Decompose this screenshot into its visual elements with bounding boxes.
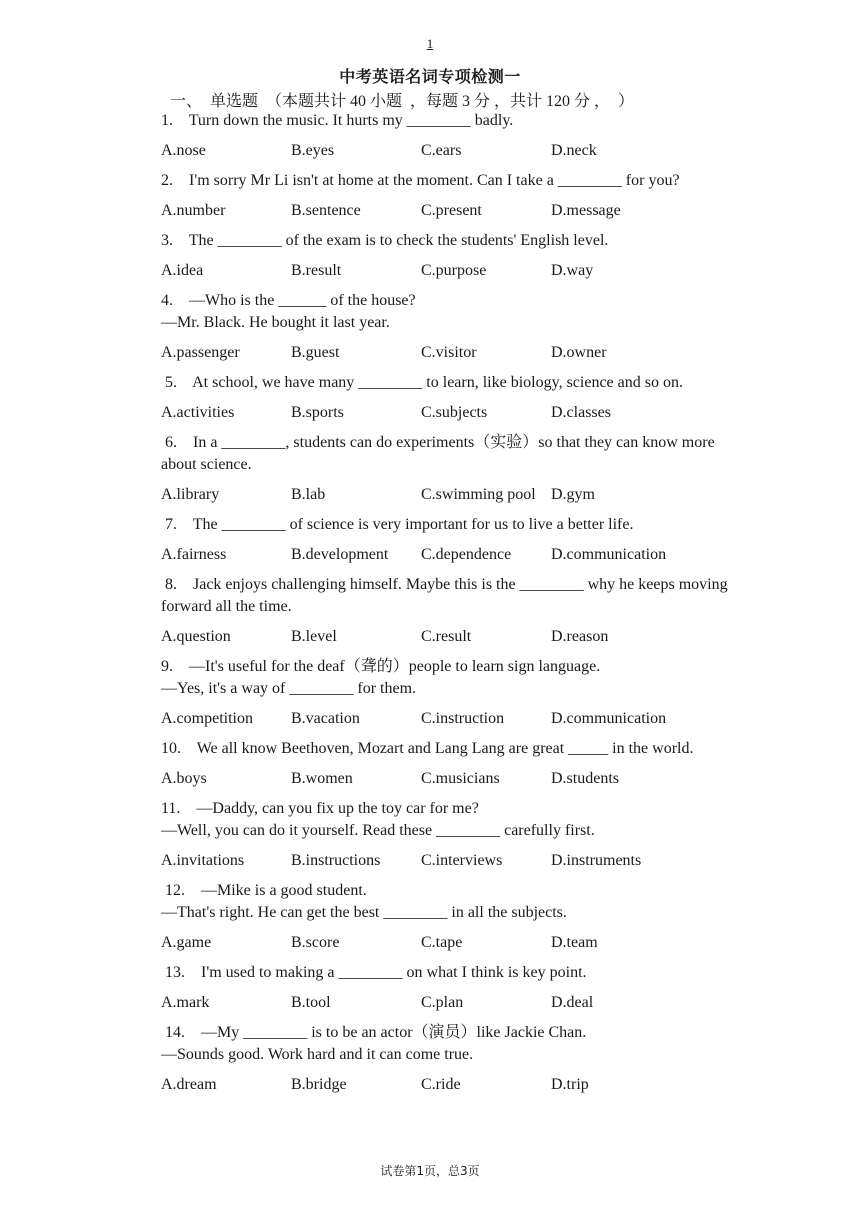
answer-option[interactable]: B.women <box>291 770 353 787</box>
answer-option[interactable]: D.message <box>551 202 621 219</box>
answer-option[interactable]: A.invitations <box>161 852 245 869</box>
question-stem: 2. I'm sorry Mr Li isn't at home at the moment. Can I take a ________ for you? <box>161 172 680 189</box>
answer-option[interactable]: D.team <box>551 934 598 951</box>
answer-option[interactable]: D.classes <box>551 404 611 421</box>
question-stem-line: —Well, you can do it yourself. Read these ________ carefully first. <box>161 822 595 839</box>
question-item <box>161 432 741 506</box>
question-stem: 10. We all know Beethoven, Mozart and Lang Lang are great _____ in the world. <box>161 740 694 757</box>
answer-option[interactable]: C.subjects <box>421 404 488 421</box>
answer-option[interactable]: C.result <box>421 628 472 645</box>
answer-option[interactable]: A.activities <box>161 404 235 421</box>
question-item <box>161 170 741 222</box>
answer-option[interactable]: A.boys <box>161 770 207 787</box>
answer-option[interactable]: B.bridge <box>291 1076 347 1093</box>
answer-option[interactable]: D.communication <box>551 546 667 563</box>
question-stem: 3. The ________ of the exam is to check the students' English level. <box>161 232 609 249</box>
answer-option[interactable]: A.mark <box>161 994 210 1011</box>
answer-option[interactable]: B.tool <box>291 994 331 1011</box>
question-item <box>161 290 741 364</box>
answer-option[interactable]: B.instructions <box>291 852 381 869</box>
section-heading: 一、 单选题 （本题共计 40 小题 ，每题 3 分 ，共计 120 分 ， ） <box>170 93 635 110</box>
answer-option[interactable]: B.score <box>291 934 340 951</box>
answer-option[interactable]: D.reason <box>551 628 609 645</box>
question-stem-line: —Sounds good. Work hard and it can come true. <box>161 1046 474 1063</box>
answer-options <box>161 342 741 364</box>
question-stem: 7. The ________ of science is very important for us to live a better life. <box>161 516 634 533</box>
question-item <box>161 798 741 872</box>
question-stem: 12. —Mike is a good student. <box>161 882 367 899</box>
question-stem: 9. —It's useful for the deaf（聋的）people to learn sign language. <box>161 658 601 675</box>
answer-option[interactable]: A.library <box>161 486 220 503</box>
question-item <box>161 1022 741 1096</box>
answer-options <box>161 544 741 566</box>
answer-option[interactable]: D.neck <box>551 142 597 159</box>
answer-option[interactable]: C.ears <box>421 142 462 159</box>
question-item <box>161 656 741 730</box>
answer-options <box>161 932 741 954</box>
question-item <box>161 574 741 648</box>
answer-option[interactable]: C.ride <box>421 1076 461 1093</box>
answer-option[interactable]: B.level <box>291 628 337 645</box>
answer-options <box>161 200 741 222</box>
question-item <box>161 880 741 954</box>
question-stem: 1. Turn down the music. It hurts my ________ badly. <box>161 112 514 129</box>
answer-options <box>161 626 741 648</box>
answer-option[interactable]: D.way <box>551 262 594 279</box>
answer-option[interactable]: A.dream <box>161 1076 217 1093</box>
answer-options <box>161 484 741 506</box>
question-stem: 8. Jack enjoys challenging himself. Maybe this is the ________ why he keeps moving forward all the time. <box>161 576 732 615</box>
answer-option[interactable]: D.communication <box>551 710 667 727</box>
answer-option[interactable]: D.deal <box>551 994 594 1011</box>
answer-option[interactable]: C.present <box>421 202 482 219</box>
answer-option[interactable]: C.musicians <box>421 770 500 787</box>
answer-option[interactable]: D.trip <box>551 1076 589 1093</box>
answer-option[interactable]: B.sentence <box>291 202 361 219</box>
question-item <box>161 372 741 424</box>
answer-option[interactable]: D.owner <box>551 344 607 361</box>
answer-option[interactable]: A.number <box>161 202 226 219</box>
answer-option[interactable]: B.vacation <box>291 710 360 727</box>
question-item <box>161 962 741 1014</box>
answer-option[interactable]: C.interviews <box>421 852 503 869</box>
answer-option[interactable]: A.nose <box>161 142 206 159</box>
question-stem-line: —That's right. He can get the best ________ in all the subjects. <box>161 904 567 921</box>
answer-options <box>161 402 741 424</box>
answer-option[interactable]: B.eyes <box>291 142 335 159</box>
answer-option[interactable]: D.students <box>551 770 619 787</box>
question-item <box>161 230 741 282</box>
answer-option[interactable]: C.swimming pool <box>421 486 536 503</box>
answer-option[interactable]: C.instruction <box>421 710 505 727</box>
answer-options <box>161 768 741 790</box>
answer-option[interactable]: B.sports <box>291 404 344 421</box>
answer-options <box>161 992 741 1014</box>
question-stem: 6. In a ________, students can do experiments（实验）so that they can know more about science. <box>161 434 719 473</box>
answer-options <box>161 850 741 872</box>
answer-options <box>161 1074 741 1096</box>
exam-title: 中考英语名词专项检测一 <box>339 67 521 86</box>
answer-option[interactable]: B.guest <box>291 344 340 361</box>
answer-options <box>161 140 741 162</box>
question-item <box>161 110 741 162</box>
answer-option[interactable]: C.plan <box>421 994 464 1011</box>
answer-option[interactable]: A.idea <box>161 262 204 279</box>
answer-option[interactable]: C.tape <box>421 934 463 951</box>
answer-option[interactable]: B.development <box>291 546 389 563</box>
question-item <box>161 738 741 790</box>
answer-option[interactable]: A.competition <box>161 710 253 727</box>
page-number: 1 <box>426 36 434 51</box>
answer-option[interactable]: C.purpose <box>421 262 487 279</box>
answer-option[interactable]: A.game <box>161 934 212 951</box>
answer-options <box>161 260 741 282</box>
page-footer: 试卷第1页，总3页 <box>380 1164 480 1178</box>
question-stem: 4. —Who is the ______ of the house? <box>161 292 416 309</box>
answer-option[interactable]: C.dependence <box>421 546 512 563</box>
question-list <box>161 110 741 1104</box>
answer-option[interactable]: A.fairness <box>161 546 227 563</box>
question-stem-line: —Yes, it's a way of ________ for them. <box>161 680 417 697</box>
question-item <box>161 514 741 566</box>
answer-option[interactable]: B.lab <box>291 486 326 503</box>
answer-option[interactable]: A.question <box>161 628 231 645</box>
question-stem: 14. —My ________ is to be an actor（演员）like Jackie Chan. <box>161 1024 587 1041</box>
answer-option[interactable]: D.gym <box>551 486 595 503</box>
answer-option[interactable]: A.passenger <box>161 344 240 361</box>
answer-options <box>161 708 741 730</box>
answer-option[interactable]: B.result <box>291 262 342 279</box>
answer-option[interactable]: D.instruments <box>551 852 642 869</box>
question-stem: 5. At school, we have many ________ to learn, like biology, science and so on. <box>161 374 683 391</box>
question-stem-line: —Mr. Black. He bought it last year. <box>161 314 390 331</box>
answer-option[interactable]: C.visitor <box>421 344 477 361</box>
question-stem: 11. —Daddy, can you fix up the toy car for me? <box>161 800 479 817</box>
question-stem: 13. I'm used to making a ________ on what I think is key point. <box>161 964 587 981</box>
